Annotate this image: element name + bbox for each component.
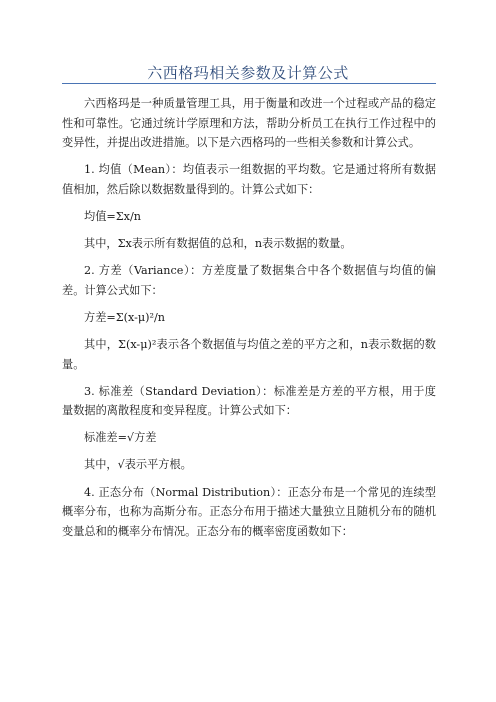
mean-formula: 均值=Σx/n [84, 209, 141, 223]
variance-explanation: 其中，Σ(x-μ)²表示各个数据值与均值之差的平方之和，n表示数据的数量。 [62, 337, 436, 371]
mean-definition: 1. 均值（Mean）：均值表示一组数据的平均数。它是通过将所有数据值相加，然后除以数据数量得到的。计算公式如下： [62, 163, 436, 196]
document-title: 六西格玛相关参数及计算公式 [147, 64, 349, 82]
std-dev-formula: 标准差=√方差 [84, 431, 157, 445]
intro-paragraph: 六西格玛是一种质量管理工具，用于衡量和改进一个过程或产品的稳定性和可靠性。它通过统计学原理和方法，帮助分析员工在执行工作过程中的变异性，并提出改进措施。以下是六西格玛的一些相关参数和计算公式。 [62, 97, 436, 150]
variance-formula: 方差=Σ(x-μ)²/n [84, 310, 166, 324]
normal-distribution-definition: 4. 正态分布（Normal Distribution）：正态分布是一个常见的连续型概率分布，也称为高斯分布。正态分布用于描述大量独立且随机分布的随机变量总和的概率分布情况。正态分布的概率密度函数如下： [62, 485, 436, 538]
title-underline [62, 83, 436, 84]
std-dev-explanation: 其中，√表示平方根。 [84, 458, 192, 472]
document-body [62, 94, 436, 549]
mean-explanation: 其中，Σx表示所有数据值的总和，n表示数据的数量。 [84, 237, 352, 251]
variance-definition: 2. 方差（Variance）：方差度量了数据集合中各个数据值与均值的偏差。计算公式如下： [62, 264, 436, 297]
std-dev-definition: 3. 标准差（Standard Deviation）：标准差是方差的平方根，用于度量数据的离散程度和变异程度。计算公式如下： [62, 384, 436, 418]
